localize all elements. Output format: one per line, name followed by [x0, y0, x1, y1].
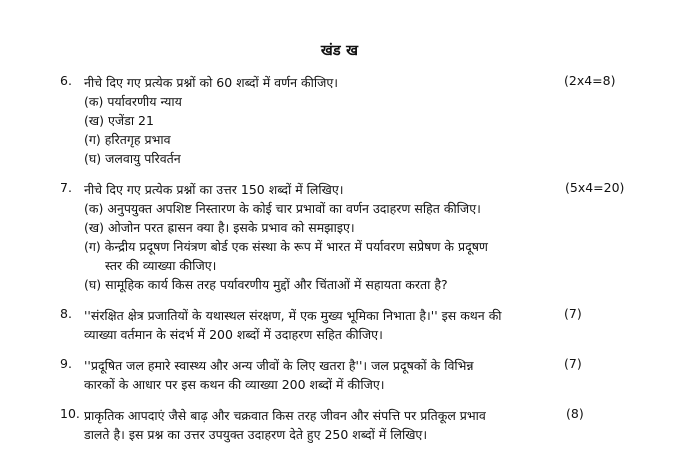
sub-question-kha: (ख) एजेंडा 21: [84, 113, 154, 128]
question-text: नीचे दिए गए प्रत्येक प्रश्नों का उत्तर 150 शब्दों में लिखिए।: [84, 182, 344, 197]
question-marks: (8): [566, 406, 584, 421]
question-text-line1: ''प्रदूषित जल हमारे स्वास्थ्य और अन्य जीवों के लिए खतरा है''। जल प्रदूषकों के विभिन्न: [84, 358, 474, 373]
sub-question-ga: (ग) केन्द्रीय प्रदूषण नियंत्रण बोर्ड एक संस्था के रूप में भारत में पर्यावरण सप्रेषण के प्रदूषण: [84, 239, 488, 254]
sub-question-ka: (क) पर्यावरणीय न्याय: [84, 94, 182, 109]
question-number: 8.: [60, 306, 72, 321]
question-text-line2: डालते है। इस प्रश्न का उत्तर उपयुक्त उदाहरण देते हुए 250 शब्दों में लिखिए।: [84, 427, 428, 442]
section-title: खंड ख: [320, 43, 359, 59]
question-text-line1: प्राकृतिक आपदाएं जैसे बाढ़ और चक्रवात किस तरह जीवन और संपत्ति पर प्रतिकूल प्रभाव: [84, 408, 486, 423]
question-number: 10.: [60, 406, 80, 421]
question-marks: (5x4=20): [565, 180, 625, 195]
sub-question-ga: (ग) हरितगृह प्रभाव: [84, 132, 171, 147]
question-number: 9.: [60, 356, 72, 371]
sub-question-ka: (क) अनुपयुक्त अपशिष्ट निस्तारण के कोई चार प्रभावों का वर्णन उदाहरण सहित कीजिए।: [84, 201, 481, 216]
question-text-line2: व्याख्या वर्तमान के संदर्भ में 200 शब्दों में उदाहरण सहित कीजिए।: [84, 327, 383, 342]
question-marks: (2x4=8): [564, 73, 616, 88]
question-text-line2: कारकों के आधार पर इस कथन की व्याख्या 200 शब्दों में कीजिए।: [84, 377, 385, 392]
sub-question-kha: (ख) ओजोन परत ह्रासन क्या है। इसके प्रभाव को समझाइए।: [84, 220, 355, 235]
sub-question-gha: (घ) सामूहिक कार्य किस तरह पर्यावरणीय मुद्दों और चिंताओं में सहायता करता है?: [84, 277, 448, 292]
question-number: 6.: [60, 73, 72, 88]
sub-question-gha: (घ) जलवायु परिवर्तन: [84, 151, 181, 166]
question-marks: (7): [564, 306, 582, 321]
question-marks: (7): [564, 356, 582, 371]
question-text: नीचे दिए गए प्रत्येक प्रश्नों को 60 शब्दों में वर्णन कीजिए।: [84, 75, 339, 90]
sub-question-ga-continued: स्तर की व्याख्या कीजिए।: [105, 258, 217, 273]
question-text-line1: ''संरक्षित क्षेत्र प्रजातियों के यथास्थल संरक्षण, में एक मुख्य भूमिका निभाता है।'' इस कथन की: [84, 308, 502, 323]
question-number: 7.: [60, 180, 72, 195]
